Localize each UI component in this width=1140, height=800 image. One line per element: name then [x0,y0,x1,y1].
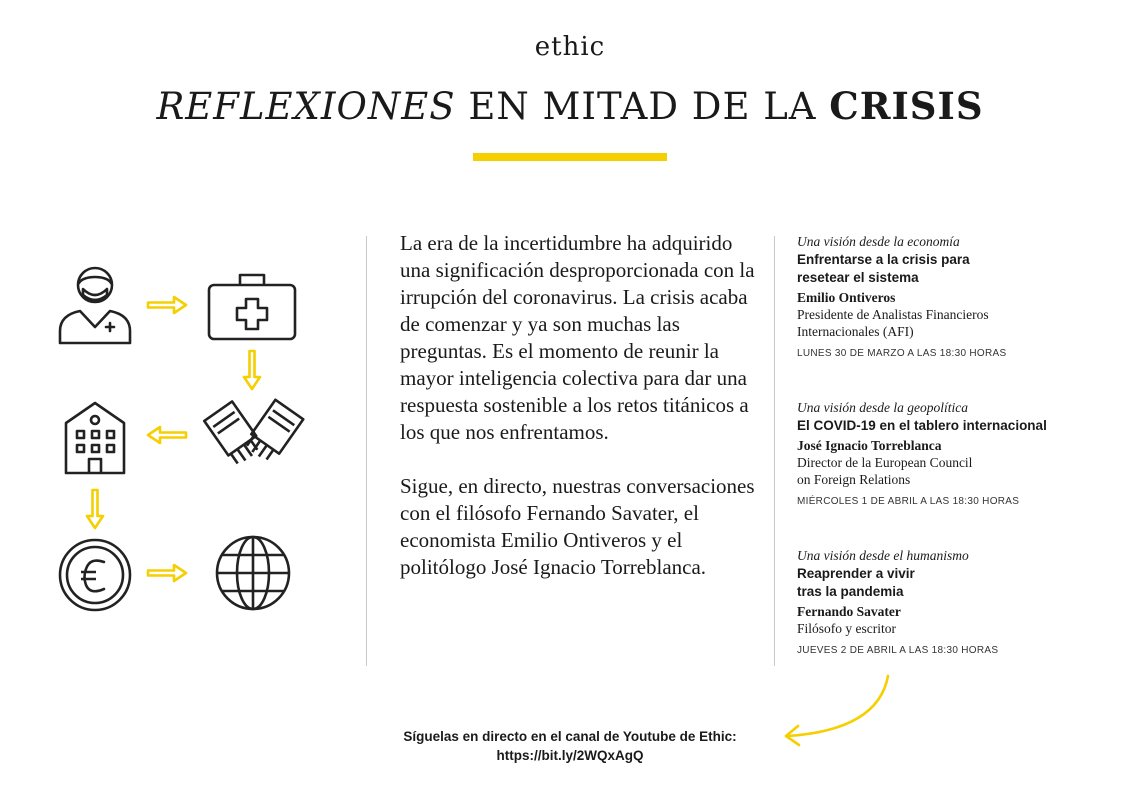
title-crisis: CRISIS [829,84,984,128]
event-speaker: José Ignacio Torreblanca [797,438,942,453]
event-role-line: Presidente de Analistas Financieros [797,307,989,322]
title-reflexiones: REFLEXIONES [156,85,456,128]
globe-icon [217,537,289,609]
event-kicker: Una visión desde el humanismo [797,548,969,563]
gloves-icon [204,400,303,467]
column-divider-right [774,236,775,666]
event-title [797,565,1117,601]
event-role [797,306,1117,340]
title-middle: EN MITAD DE LA [455,85,830,128]
event-humanismo [797,548,1117,656]
event-title-line: Enfrentarse a la crisis para [797,252,970,267]
event-date: MIÉRCOLES 1 DE ABRIL A LAS 18:30 HORAS [797,496,1020,507]
event-date: LUNES 30 DE MARZO A LAS 18:30 HORAS [797,348,1007,359]
icon-flow-diagram [50,255,320,625]
intro-text [400,230,760,608]
event-role-line: Filósofo y escritor [797,621,896,636]
event-role-line: on Foreign Relations [797,472,911,487]
title-underline [473,153,667,161]
event-speaker: Emilio Ontiveros [797,290,896,305]
event-geopolitica [797,400,1117,507]
footer-text: Síguelas en directo en el canal de Youtube de Ethic: [403,729,737,744]
event-date: JUEVES 2 DE ABRIL A LAS 18:30 HORAS [797,645,999,656]
hospital-building-icon [66,403,124,473]
event-title [797,417,1117,435]
event-role-line: Director de la European Council [797,455,973,470]
page-title [0,84,1140,128]
intro-paragraph: La era de la incertidumbre ha adquirido una significación desproporcionada con la irrupción del coronavirus. La crisis acaba de comenzar y ya son muchas las preguntas. Es el momento de reunir la mayor inteligencia colectiva para dar una respuesta sostenible a los retos titánicos a los que nos enfrentamos. [400,231,755,444]
event-speaker: Fernando Savater [797,604,901,619]
euro-coin-icon [60,540,130,610]
intro-paragraph: Sigue, en directo, nuestras conversaciones con el filósofo Fernando Savater, el economista Emilio Ontiveros y el politólogo José Ignacio Torreblanca. [400,474,755,579]
event-title-line: tras la pandemia [797,584,904,599]
event-economia [797,234,1117,359]
event-title-line: Reaprender a vivir [797,566,915,581]
event-kicker: Una visión desde la economía [797,234,960,249]
column-divider-left [366,236,367,666]
event-title-line: resetear el sistema [797,270,919,285]
event-title-line: El COVID-19 en el tablero internacional [797,418,1047,433]
event-role-line: Internacionales (AFI) [797,324,914,339]
event-title [797,251,1117,287]
doctor-with-mask-icon [60,268,130,343]
first-aid-kit-icon [209,275,295,339]
youtube-link[interactable]: https://bit.ly/2WQxAgQ [496,748,644,763]
event-role [797,620,1117,637]
event-kicker: Una visión desde la geopolítica [797,400,968,415]
event-role [797,454,1117,488]
ethic-logo: ethic [534,32,606,62]
footer-cta [340,727,800,765]
